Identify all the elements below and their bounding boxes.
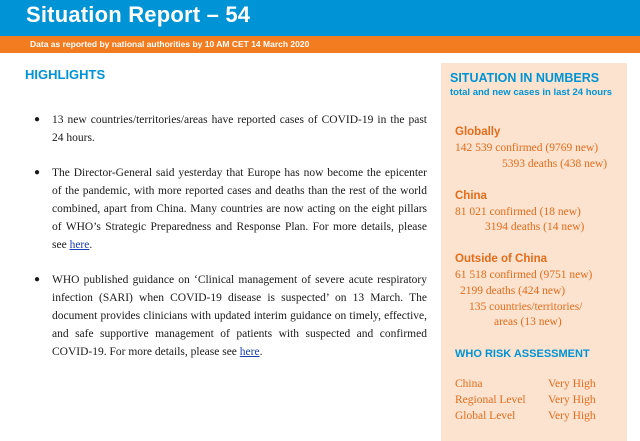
china-heading: China	[455, 190, 487, 202]
data-note-bar	[0, 36, 640, 53]
china-deaths: 3194 deaths (14 new)	[485, 221, 585, 233]
china-confirmed: 81 021 confirmed (18 new)	[455, 206, 581, 218]
highlight-item	[0, 111, 427, 147]
risk-value-regional: Very High	[548, 394, 596, 406]
data-note: Data as reported by national authorities by 10 AM CET 14 March 2020	[30, 39, 310, 49]
bullet-icon: ●	[34, 274, 41, 285]
situation-title: SITUATION IN NUMBERS	[450, 71, 600, 85]
highlights-list	[0, 111, 430, 378]
highlight-text: WHO published guidance on ‘Clinical management of severe acute respiratory infection (SARI) when COVID-19 disease is suspected’ on 13 March. The document provides clinicians with updated interim guidance on timely, effective, and safe supportive management of patients with suspected and confirmed COVID-19. For more details, please see	[52, 274, 427, 358]
risk-value-global: Very High	[548, 410, 596, 422]
outside-countries-new: areas (13 new)	[494, 316, 562, 328]
bullet-icon: ●	[34, 114, 41, 125]
risk-label-global: Global Level	[455, 410, 516, 422]
outside-deaths: 2199 deaths (424 new)	[460, 285, 566, 297]
situation-panel	[441, 63, 627, 441]
risk-value-china: Very High	[548, 378, 596, 390]
highlight-item	[0, 164, 427, 254]
bullet-icon: ●	[34, 167, 41, 178]
highlight-item	[0, 271, 427, 361]
highlight-text: The Director-General said yesterday that Europe has now become the epicenter of the pandemic, with more reported cases and deaths than the rest of the world combined, apart from China. Many countries are now acting on the eight pillars of WHO’s Strategic Preparedness and Response Plan. For more details, please see	[52, 167, 427, 251]
risk-heading: WHO RISK ASSESSMENT	[455, 348, 590, 360]
highlight-end: .	[259, 346, 263, 358]
highlight-end: .	[89, 239, 93, 251]
outside-heading: Outside of China	[455, 253, 547, 265]
outside-countries: 135 countries/territories/	[469, 301, 583, 313]
globally-heading: Globally	[455, 126, 501, 138]
here-link[interactable]: here	[239, 346, 260, 358]
highlights-heading: HIGHLIGHTS	[25, 67, 106, 82]
header-banner	[0, 0, 640, 36]
outside-confirmed: 61 518 confirmed (9751 new)	[455, 269, 593, 281]
here-link[interactable]: here	[69, 239, 90, 251]
situation-subtitle: total and new cases in last 24 hours	[450, 87, 613, 98]
globally-confirmed: 142 539 confirmed (9769 new)	[455, 142, 599, 154]
risk-label-regional: Regional Level	[455, 394, 526, 406]
report-title: Situation Report – 54	[26, 2, 251, 27]
highlight-text: 13 new countries/territories/areas have reported cases of COVID-19 in the past 24 hours.	[52, 114, 427, 144]
risk-label-china: China	[455, 378, 483, 390]
globally-deaths: 5393 deaths (438 new)	[502, 158, 608, 170]
